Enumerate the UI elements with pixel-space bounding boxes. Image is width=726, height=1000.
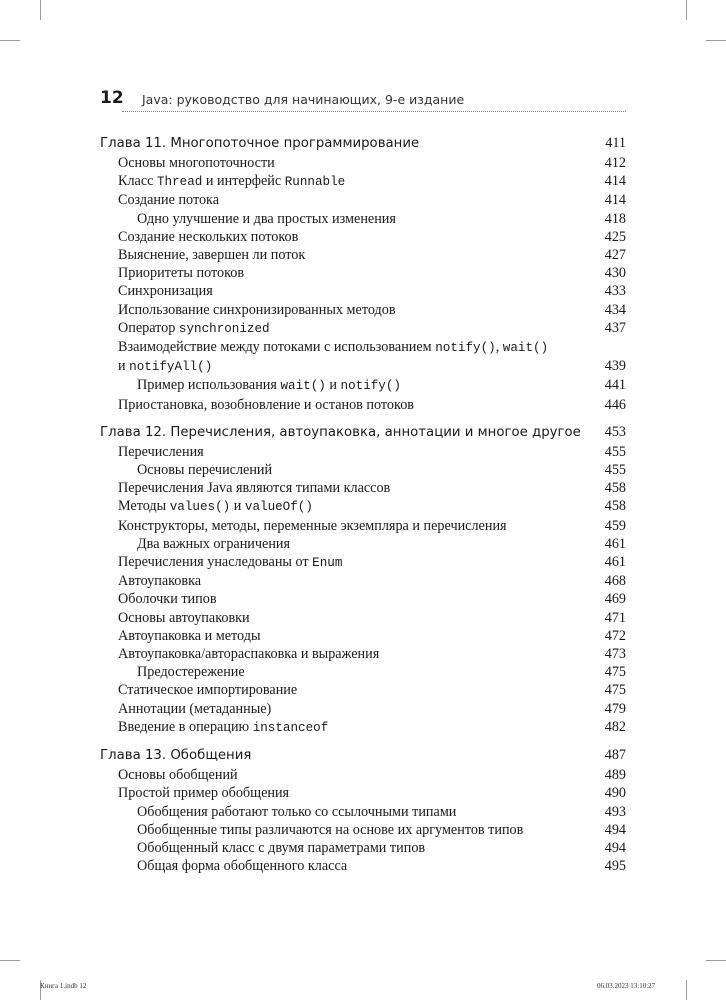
toc-entry [100, 784, 626, 802]
toc-entry-line [118, 338, 626, 357]
toc-entry-page-number: 414 [604, 173, 626, 190]
entry-text-fragment: Класс [118, 173, 157, 190]
code-fragment: valueOf() [244, 500, 313, 515]
toc-entry-page-number: 469 [604, 591, 626, 608]
toc-entry-text [137, 821, 523, 839]
code-fragment: instanceof [252, 720, 329, 735]
toc-entry-text [118, 681, 297, 699]
toc-entry [100, 282, 626, 300]
crop-mark-top-left [40, 0, 41, 20]
toc-entry [100, 264, 626, 282]
entry-text-fragment: и интерфейс [202, 173, 285, 190]
toc-subentry [100, 461, 626, 479]
entry-text-fragment: Основы многопоточности [118, 155, 275, 171]
toc-entry-text [118, 191, 219, 209]
entry-text-fragment: Обобщенный класс с двумя параметрами типов [137, 839, 426, 856]
toc-entry-page-number: 433 [604, 283, 626, 300]
chapter-page-number: 411 [605, 135, 626, 151]
toc-entry-page-number: 455 [604, 443, 626, 460]
toc-entry-page-number: 475 [604, 682, 626, 699]
toc-entry-page-number: 446 [604, 396, 626, 413]
entry-text-fragment: Статическое импортирование [118, 682, 298, 699]
toc-entry-page-number: 430 [604, 265, 626, 282]
entry-text-fragment: Приостановка, возобновление и останов потоков [118, 396, 414, 413]
page-number: 12 [100, 88, 124, 108]
toc-entry-text [118, 319, 270, 338]
toc-entry-text [118, 228, 298, 246]
code-fragment: notify() [340, 379, 401, 394]
toc-entry-text [118, 517, 507, 535]
toc-subentry [100, 376, 626, 395]
toc-entry-text [118, 172, 345, 191]
entry-text-fragment: и [230, 498, 245, 515]
entry-text-fragment: Создание потока [118, 192, 220, 209]
toc-entry-text [137, 663, 245, 681]
entry-text-fragment: Перечисления Java являются типами классов [118, 480, 391, 497]
toc-entry [100, 319, 626, 338]
running-header [100, 88, 626, 110]
toc-entry-text [137, 803, 456, 821]
toc-entry [100, 396, 626, 414]
toc-entry [100, 766, 626, 784]
toc-entry [100, 191, 626, 209]
toc-entry-text [118, 154, 275, 172]
toc-entry-text [118, 718, 328, 737]
running-title: Java: руководство для начинающих, 9-е издание [142, 92, 465, 107]
toc-entry-page-number: 461 [604, 554, 626, 571]
toc-entry-page-number: 455 [604, 462, 626, 479]
crop-mark-bottom-right [686, 980, 687, 1000]
crop-mark-left-top [0, 40, 20, 41]
toc-entry-text [118, 357, 212, 376]
entry-text-fragment: Конструкторы, методы, переменные экземпляра и перечисления [118, 517, 507, 534]
entry-text-fragment: Методы [118, 498, 170, 515]
toc-entry [100, 572, 626, 590]
toc-entry [100, 700, 626, 718]
entry-text-fragment: Использование синхронизированных методов [118, 301, 396, 318]
entry-text-fragment: Простой пример обобщения [118, 785, 290, 802]
toc-entry-text [118, 443, 204, 461]
toc-entry-text [118, 766, 238, 784]
toc-entry-text [118, 627, 261, 645]
code-fragment: notify() [435, 341, 496, 356]
toc-subentry [100, 535, 626, 553]
toc-entry-text [118, 784, 289, 802]
toc-entry-text [137, 535, 290, 553]
toc-entry-page-number: 458 [604, 480, 626, 497]
entry-text-fragment: Автоупаковка и методы [118, 627, 261, 644]
toc-entry [100, 627, 626, 645]
code-fragment: Thread [156, 175, 203, 190]
chapter-page-number: 453 [604, 423, 626, 440]
toc-entry-text [137, 210, 396, 228]
toc-entry-text [118, 264, 244, 282]
toc-entry-page-number: 472 [604, 627, 626, 644]
entry-text-fragment: Одно улучшение и два простых изменения [137, 210, 396, 227]
toc-entry-page-number: 458 [604, 498, 626, 515]
toc-entry-page-number: 489 [604, 767, 626, 784]
entry-text-fragment: Оператор [118, 319, 179, 336]
chapter-block [100, 746, 626, 875]
entry-text-fragment: Автоупаковка/автораспаковка и выражения [118, 646, 380, 663]
crop-mark-top-right [686, 0, 687, 20]
footer-timestamp: 06.03.2023 13:10:27 [597, 982, 656, 990]
toc-entry [100, 246, 626, 264]
code-fragment: synchronized [178, 321, 270, 336]
entry-text-fragment: Синхронизация [118, 283, 213, 300]
toc-entry-page-number: 459 [604, 517, 626, 534]
toc-entry [100, 497, 626, 516]
toc-entry-page-number: 493 [604, 803, 626, 820]
chapter-title: Глава 11. Многопоточное программирование [100, 136, 420, 151]
toc-entry [100, 517, 626, 535]
crop-mark-left-bottom [0, 960, 20, 961]
entry-text-fragment: Перечисления [118, 443, 204, 460]
footer-file-label: Книга 1.indb 12 [40, 982, 87, 990]
entry-text-fragment: Общая форма обобщенного класса [137, 858, 348, 875]
toc-entry [100, 553, 626, 572]
toc-entry-text [137, 839, 425, 857]
toc-entry [100, 301, 626, 319]
toc-entry [100, 590, 626, 608]
toc-entry-page-number: 434 [604, 301, 626, 318]
toc-entry-page-number: 482 [604, 718, 626, 735]
entry-text-fragment: и [118, 358, 130, 375]
toc-entry-text [137, 376, 401, 395]
entry-text-fragment: Взаимодействие между потоками с использованием [118, 339, 436, 356]
toc-entry-page-number: 479 [604, 700, 626, 717]
toc-subentry [100, 210, 626, 228]
code-fragment: Runnable [284, 175, 346, 190]
code-fragment: wait() [502, 341, 549, 356]
toc-entry-page-number: 490 [604, 785, 626, 802]
chapter-heading [100, 746, 626, 765]
crop-mark-right-top [706, 40, 726, 41]
toc-entry [100, 228, 626, 246]
toc-entry-page-number: 412 [604, 155, 626, 171]
toc-entry-page-number: 471 [604, 609, 626, 626]
toc-entry [100, 645, 626, 663]
chapter-title: Глава 13. Обобщения [100, 748, 252, 764]
toc-entry-text [118, 301, 396, 319]
toc-entry-page-number: 425 [604, 228, 626, 245]
toc-entry-page-number: 418 [604, 210, 626, 227]
entry-text-fragment: Оболочки типов [118, 591, 217, 608]
toc-entry-text [118, 553, 342, 572]
toc-entry-text [118, 396, 414, 414]
toc-entry [100, 681, 626, 699]
toc-subentry [100, 821, 626, 839]
entry-text-fragment: Создание нескольких потоков [118, 228, 299, 245]
toc-entry-page-number: 441 [604, 377, 626, 394]
toc-entry-page-number: 494 [604, 839, 626, 856]
code-fragment: wait() [280, 379, 326, 394]
code-fragment: values() [169, 500, 231, 515]
entry-text-fragment: Обобщенные типы различаются на основе их аргументов типов [137, 821, 524, 838]
entry-text-fragment: Основы перечислений [137, 462, 273, 479]
toc-subentry [100, 857, 626, 875]
toc-entry-page-number: 495 [604, 858, 626, 875]
header-dotted-rule [122, 111, 626, 112]
toc-entry [100, 172, 626, 191]
toc-entry [100, 443, 626, 461]
toc-entry [100, 609, 626, 627]
entry-text-fragment: Два важных ограничения [137, 535, 291, 552]
entry-text-fragment: Аннотации (метаданные) [118, 700, 272, 717]
entry-text-fragment: Обобщения работают только со ссылочными типами [137, 803, 457, 820]
chapter-page-number: 487 [604, 747, 626, 764]
entry-text-fragment: Предостережение [137, 664, 245, 681]
toc-entry-page-number: 414 [604, 192, 626, 209]
toc-entry-text [118, 246, 305, 264]
toc-entry-page-number: 439 [604, 358, 626, 375]
entry-text-fragment: Выяснение, завершен ли поток [118, 247, 306, 264]
toc-entry-text [137, 857, 347, 875]
entry-text-fragment: Автоупаковка [118, 573, 202, 590]
chapter-heading [100, 423, 626, 442]
toc-entry-text [118, 700, 271, 718]
entry-text-fragment: , [495, 339, 503, 356]
chapter-block [100, 423, 626, 737]
toc-entry-page-number: 468 [604, 573, 626, 590]
toc-entry-text [118, 609, 250, 627]
entry-text-fragment: Приоритеты потоков [118, 265, 245, 282]
toc-entry-page-number: 461 [604, 535, 626, 552]
toc-entry-text [118, 497, 313, 516]
toc-entry-page-number: 427 [604, 247, 626, 264]
toc-entry-page-number: 437 [604, 319, 626, 336]
code-fragment: Enum [312, 556, 343, 571]
toc-subentry [100, 663, 626, 681]
entry-text-fragment: Перечисления унаследованы от [118, 554, 313, 571]
entry-text-fragment: Введение в операцию [118, 718, 253, 735]
toc-entry-text [118, 282, 213, 300]
toc-entry-page-number: 494 [604, 821, 626, 838]
entry-text-fragment: Основы автоупаковки [118, 609, 250, 626]
toc-entry [100, 154, 626, 172]
toc-subentry [100, 839, 626, 857]
toc-entry-text [118, 590, 217, 608]
chapter-title: Глава 12. Перечисления, автоупаковка, аннотации и многое другое [100, 424, 581, 440]
toc-entry [100, 718, 626, 737]
toc-entry-page-number: 475 [604, 664, 626, 681]
toc-entry-page-number: 473 [604, 646, 626, 663]
chapter-block [100, 134, 626, 414]
toc-entry-text [137, 461, 272, 479]
toc-entry-wrapped [100, 338, 626, 376]
toc-entry [100, 479, 626, 497]
toc-entry-text [118, 645, 379, 663]
crop-mark-right-bottom [706, 960, 726, 961]
toc-subentry [100, 803, 626, 821]
chapter-heading [100, 134, 626, 153]
toc-entry-line [118, 357, 626, 376]
table-of-contents [100, 134, 626, 884]
toc-entry-text [118, 572, 201, 590]
entry-text-fragment: Основы обобщений [118, 767, 238, 784]
entry-text-fragment: Пример использования [137, 377, 281, 394]
toc-entry-text [118, 479, 390, 497]
entry-text-fragment: и [325, 377, 341, 394]
code-fragment: notifyAll() [129, 360, 213, 375]
